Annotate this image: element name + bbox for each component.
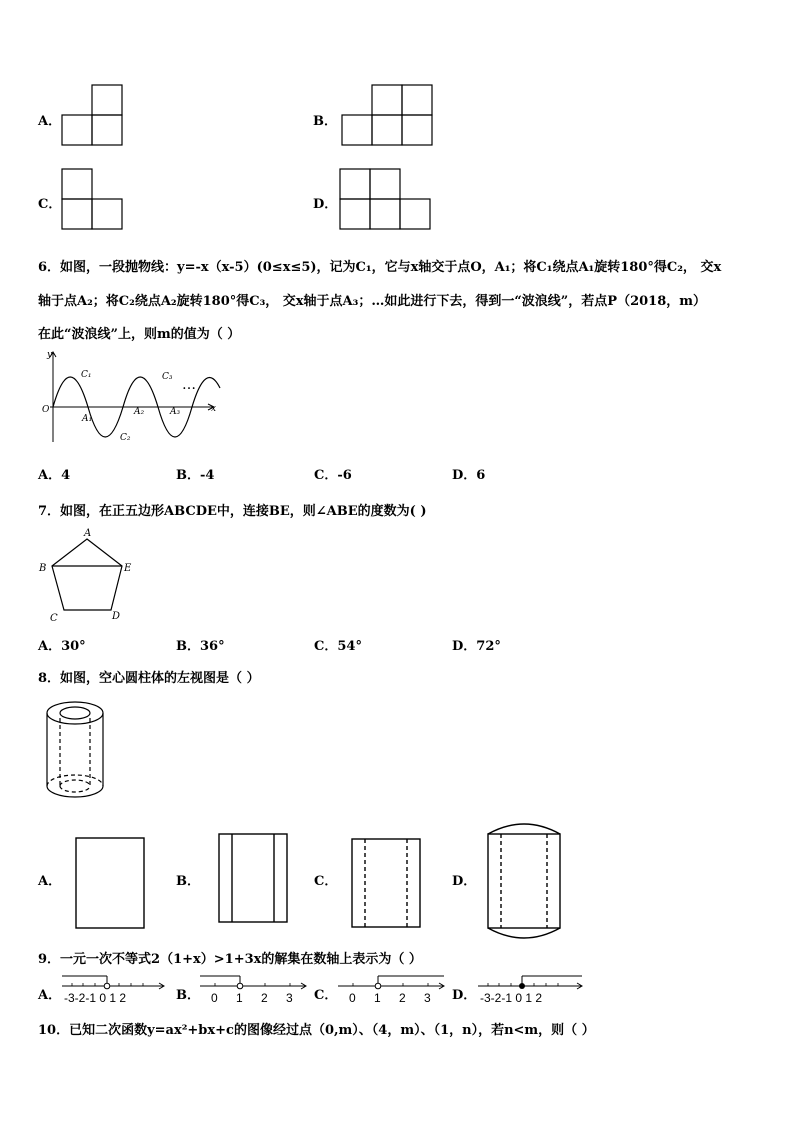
q5-option-c-figure bbox=[60, 168, 126, 230]
vertex-d: D bbox=[112, 611, 121, 622]
q6-line-3: 在此“波浪线”上，则m的值为（ ） bbox=[38, 327, 241, 342]
q9-d-tick-labels: -3-2-1 0 1 2 bbox=[480, 991, 543, 1005]
q8-text: 8．如图，空心圆柱体的左视图是（ ） bbox=[38, 671, 260, 686]
q9-option-a-label[interactable]: A． bbox=[38, 988, 62, 1003]
a3-label: A₃ bbox=[170, 407, 181, 417]
vertex-a: A bbox=[84, 528, 92, 539]
q9-option-b-numberline bbox=[198, 972, 310, 1006]
q9-option-b-label[interactable]: B． bbox=[176, 988, 200, 1003]
q9-b-tick-1: 1 bbox=[236, 991, 243, 1005]
q5-option-c-label[interactable]: C． bbox=[38, 197, 62, 212]
c1-label: C₁ bbox=[81, 370, 92, 380]
a2-label: A₂ bbox=[134, 407, 145, 417]
q8-option-c-figure bbox=[349, 836, 423, 930]
q7-option-d[interactable]: D．72° bbox=[452, 639, 501, 654]
q9-a-tick-labels: -3-2-1 0 1 2 bbox=[64, 991, 127, 1005]
q9-c-tick-2: 2 bbox=[399, 991, 406, 1005]
q8-option-c-label[interactable]: C． bbox=[314, 874, 338, 889]
outer-top-ellipse bbox=[47, 702, 103, 724]
q7-option-a[interactable]: A．30° bbox=[38, 639, 86, 654]
q9-option-d-numberline bbox=[476, 972, 586, 1006]
q7-text: 7．如图，在正五边形ABCDE中，连接BE，则∠ABE的度数为( ) bbox=[38, 504, 427, 519]
q8-hollow-cylinder bbox=[40, 698, 112, 804]
q8-option-d-label[interactable]: D． bbox=[452, 874, 477, 889]
vertex-b: B bbox=[39, 563, 47, 574]
a1-label: A₁ bbox=[82, 414, 93, 424]
q8-option-b-label[interactable]: B． bbox=[176, 874, 200, 889]
q7-option-c[interactable]: C．54° bbox=[314, 639, 362, 654]
q5-option-a-figure bbox=[60, 84, 126, 146]
continuation-dots: … bbox=[182, 377, 196, 393]
q5-option-a-label[interactable]: A． bbox=[38, 114, 62, 129]
q5-option-b-label[interactable]: B． bbox=[313, 114, 337, 129]
c3-label: C₃ bbox=[162, 372, 173, 382]
vertex-e: E bbox=[124, 563, 132, 574]
q9-option-c-label[interactable]: C． bbox=[314, 988, 338, 1003]
q8-option-a-label[interactable]: A． bbox=[38, 874, 62, 889]
q6-line-2: 轴于点A₂；将C₂绕点A₂旋转180°得C₃， 交x轴于点A₃；…如此进行下去，得到一“波浪线”，若点P（2018，m） bbox=[38, 294, 707, 309]
q5-option-b-figure bbox=[340, 84, 436, 146]
q5-option-d-figure bbox=[338, 168, 434, 230]
q8-option-d-figure bbox=[482, 820, 568, 944]
q6-option-a[interactable]: A．4 bbox=[38, 468, 71, 483]
q6-wave-graph bbox=[36, 348, 226, 446]
y-axis-label: y bbox=[47, 350, 53, 360]
q9-b-tick-0: 0 bbox=[211, 991, 218, 1005]
q9-option-d-label[interactable]: D． bbox=[452, 988, 477, 1003]
pentagon-outline bbox=[52, 539, 122, 610]
q6-option-c[interactable]: C．-6 bbox=[314, 468, 352, 483]
q9-b-tick-3: 3 bbox=[286, 991, 293, 1005]
q9-b-tick-2: 2 bbox=[261, 991, 268, 1005]
q6-option-b[interactable]: B．-4 bbox=[176, 468, 215, 483]
inner-top-ellipse bbox=[60, 707, 90, 719]
q7-pentagon bbox=[36, 525, 142, 625]
q8-option-a-figure bbox=[73, 835, 147, 931]
q9-option-c-numberline bbox=[336, 972, 448, 1006]
q9-c-tick-1: 1 bbox=[374, 991, 381, 1005]
q6-option-d[interactable]: D．6 bbox=[452, 468, 486, 483]
q6-line-1: 6．如图，一段抛物线：y=-x（x-5）(0≤x≤5)，记为C₁，它与x轴交于点O，A₁；将C₁绕点A₁旋转180°得C₂， 交x bbox=[38, 260, 722, 275]
q9-c-tick-3: 3 bbox=[424, 991, 431, 1005]
c2-label: C₂ bbox=[120, 433, 131, 443]
q10-text: 10．已知二次函数y=ax²+bx+c的图像经过点（0,m）、（4，m）、（1，n），若n<m，则（ ） bbox=[38, 1023, 595, 1038]
q5-option-d-label[interactable]: D． bbox=[313, 197, 338, 212]
q9-option-a-numberline bbox=[60, 972, 168, 1006]
x-axis-label: x bbox=[211, 404, 217, 414]
q9-c-tick-0: 0 bbox=[349, 991, 356, 1005]
vertex-c: C bbox=[50, 613, 58, 624]
q9-text: 9．一元一次不等式2（1+x）>1+3x的解集在数轴上表示为（ ） bbox=[38, 952, 422, 967]
q8-option-b-figure bbox=[216, 832, 290, 924]
origin-label: O bbox=[42, 405, 50, 415]
q7-option-b[interactable]: B．36° bbox=[176, 639, 225, 654]
